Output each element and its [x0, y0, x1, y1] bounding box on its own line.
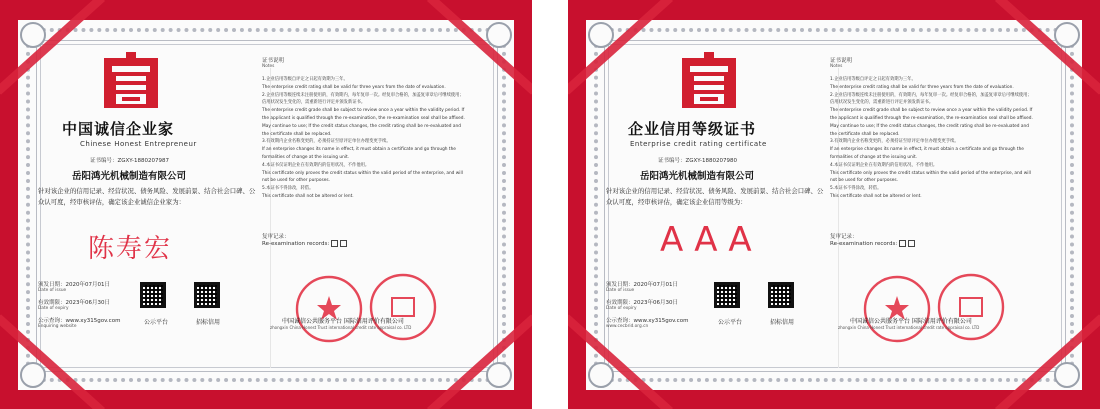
reexam-title: 复审记录：: [262, 234, 290, 240]
company-name: 岳阳鸿光机械制造有限公司: [72, 171, 187, 182]
certificate-title-english: Chinese Honest Entrepreneur: [80, 140, 197, 148]
corner-ornament-icon: [1054, 22, 1080, 48]
note-line: 4.本证书仅证明企业在有效期内的信用状况，不作他用。: [830, 162, 938, 168]
note-line: 1.企业信用等级自评定之日起有效期为三年。: [830, 77, 916, 82]
issuer-name: 中国诚信公共服务平台 国际信用评价有限公司: [282, 318, 404, 325]
reexam-title-english: Re-examination records:: [262, 240, 347, 247]
note-line: The enterprise credit rating shall be valid for three years from the date of evaluation.: [262, 84, 446, 90]
issuer-name-english: zhongxin China Honest Trust international credit rate appraisal co. LTD: [838, 325, 980, 330]
website-english: www.cecbrid.org.cn: [606, 324, 649, 329]
qr-code-icon: [768, 282, 794, 308]
note-line: The enterprise credit grade shall be subject to review once a year within the validity period. If the applicant is qualified through the re-examination, the re-examination seal shall be affixed. May continue to use; If the credit status changes, the credit rating shall be re-evaluated and the certificate shall be replaced.: [262, 108, 465, 137]
notes-title-english: Notes: [262, 64, 275, 69]
note-line: The enterprise credit rating shall be valid for three years from the date of evaluation.: [830, 84, 1014, 90]
corner-ornament-icon: [486, 362, 512, 388]
official-seal-icon: [936, 272, 1006, 342]
note-line: 3.有效期内企业名称变更的，必须持证至原评定单位办理变更手续。: [262, 139, 391, 145]
certificate-honest-entrepreneur: [0, 0, 532, 409]
note-line: If an enterprise changes its name in effect, it must obtain a certificate and go through the formalities of change at the issuing unit.: [262, 147, 456, 160]
note-line: The enterprise credit grade shall be subject to review once a year within the validity period. If the applicant is qualified through the re-examination, the re-examination seal shall be affixed. May continue to use; If the credit status changes, the credit rating shall be re-evaluated and the certificate shall be replaced.: [830, 108, 1033, 137]
notes-title-english: Notes: [830, 64, 843, 69]
issue-date: 颁发日期：2020年07月01日: [606, 282, 678, 288]
expiry-date: 有效期限：2023年06月30日: [606, 300, 678, 306]
note-line: This certificate shall not be altered or lent.: [262, 193, 354, 199]
expiry-date: 有效期限：2023年06月30日: [38, 300, 110, 306]
issue-date-english: Date of issue: [606, 288, 635, 293]
company-name: 岳阳鸿光机械制造有限公司: [640, 171, 755, 182]
certificate-title-english: Enterprise credit rating certificate: [630, 140, 767, 148]
note-line: This certificate shall not be altered or lent.: [830, 193, 922, 199]
certificate-credit-rating: [568, 0, 1100, 409]
note-line: 2.企业信用等级连续未注册使用的，有效期内，每年复审一次。经复审合格的，加盖复审章后可继续使用；信用状况发生变化的，需重新进行评定并颁发新证书。: [262, 92, 464, 106]
issuer-name: 中国诚信公共服务平台 国际信用评价有限公司: [850, 318, 972, 325]
note-line: 3.有效期内企业名称变更的，必须持证至原评定单位办理变更手续。: [830, 139, 959, 145]
notes-title: 证书说明: [830, 58, 853, 64]
note-line: 1.企业信用等级自评定之日起有效期为三年。: [262, 77, 348, 82]
notes-title: 证书说明: [262, 58, 285, 64]
note-line: This certificate only proves the credit status within the valid period of the enterprise, and will not be used for other purposes.: [262, 170, 463, 184]
note-line: This certificate only proves the credit status within the valid period of the enterprise, and will not be used for other purposes.: [830, 170, 1031, 184]
website: 公示查询：www.xy315gov.com: [38, 318, 121, 324]
official-seal-icon: [294, 274, 364, 344]
qr-code-icon: [714, 282, 740, 308]
qr-label-platform: 公示平台: [144, 319, 169, 326]
expiry-date-english: Date of expiry: [606, 306, 637, 311]
note-line: 2.企业信用等级连续未注册使用的，有效期内，每年复审一次。经复审合格的，加盖复审章后可继续使用；信用状况发生变化的，需重新进行评定并颁发新证书。: [830, 92, 1032, 106]
reexam-title: 复审记录：: [830, 234, 858, 240]
xin-logo-icon: [102, 52, 160, 110]
note-line: 4.本证书仅证明企业在有效期内的信用状况，不作他用。: [262, 162, 370, 168]
corner-ornament-icon: [486, 22, 512, 48]
qr-label-platform: 公示平台: [718, 319, 743, 326]
website: 公示查询：www.xy315gov.com: [606, 318, 689, 324]
corner-ornament-icon: [1054, 362, 1080, 388]
corner-ornament-icon: [588, 362, 614, 388]
xin-logo-icon: [680, 52, 738, 110]
issuer-name-english: zhongxin China Honest Trust international credit rate appraisal co. LTD: [270, 325, 412, 330]
expiry-date-english: Date of expiry: [38, 306, 69, 311]
note-line: 5.本证书不得涂改，转借。: [830, 186, 882, 192]
qr-code-icon: [140, 282, 166, 308]
qr-code-icon: [194, 282, 220, 308]
certificate-body: 针对该企业的信用记录、经营状况、债务风险、发展前景、结合社会口碑、公众认可度，经审核评估，确定该企业诚信企业家为：: [38, 187, 256, 206]
notes-list: [262, 76, 468, 201]
certificate-number: 证书编号：ZGXY-1880207987: [90, 158, 169, 164]
certificate-body: 针对该企业的信用记录、经营状况、债务风险、发展前景、结合社会口碑、公众认可度，经审核评估，确定该企业信用等级为：: [606, 187, 824, 206]
credit-grade: AAA: [660, 220, 762, 260]
qr-label-bidding: 招标信用: [196, 319, 221, 326]
awarded-name: 陈寿宏: [88, 234, 173, 264]
official-seal-icon: [368, 272, 438, 342]
certificate-number: 证书编号：ZGXY-1880207980: [658, 158, 737, 164]
official-seal-icon: [862, 274, 932, 344]
certificate-paper: [18, 20, 514, 390]
certificate-paper: [586, 20, 1082, 390]
note-line: 5.本证书不得涂改，转借。: [262, 186, 314, 192]
issue-date-english: Date of issue: [38, 288, 67, 293]
issue-date: 颁发日期：2020年07月01日: [38, 282, 110, 288]
corner-ornament-icon: [20, 362, 46, 388]
qr-label-bidding: 招标信用: [770, 319, 795, 326]
certificate-title: 中国诚信企业家: [62, 120, 175, 138]
notes-list: [830, 76, 1036, 201]
certificate-title: 企业信用等级证书: [628, 120, 757, 138]
note-line: If an enterprise changes its name in effect, it must obtain a certificate and go through the formalities of change at the issuing unit.: [830, 147, 1024, 160]
website-english: Enquiring website: [38, 324, 77, 329]
reexam-title-english: Re-examination records:: [830, 240, 915, 247]
